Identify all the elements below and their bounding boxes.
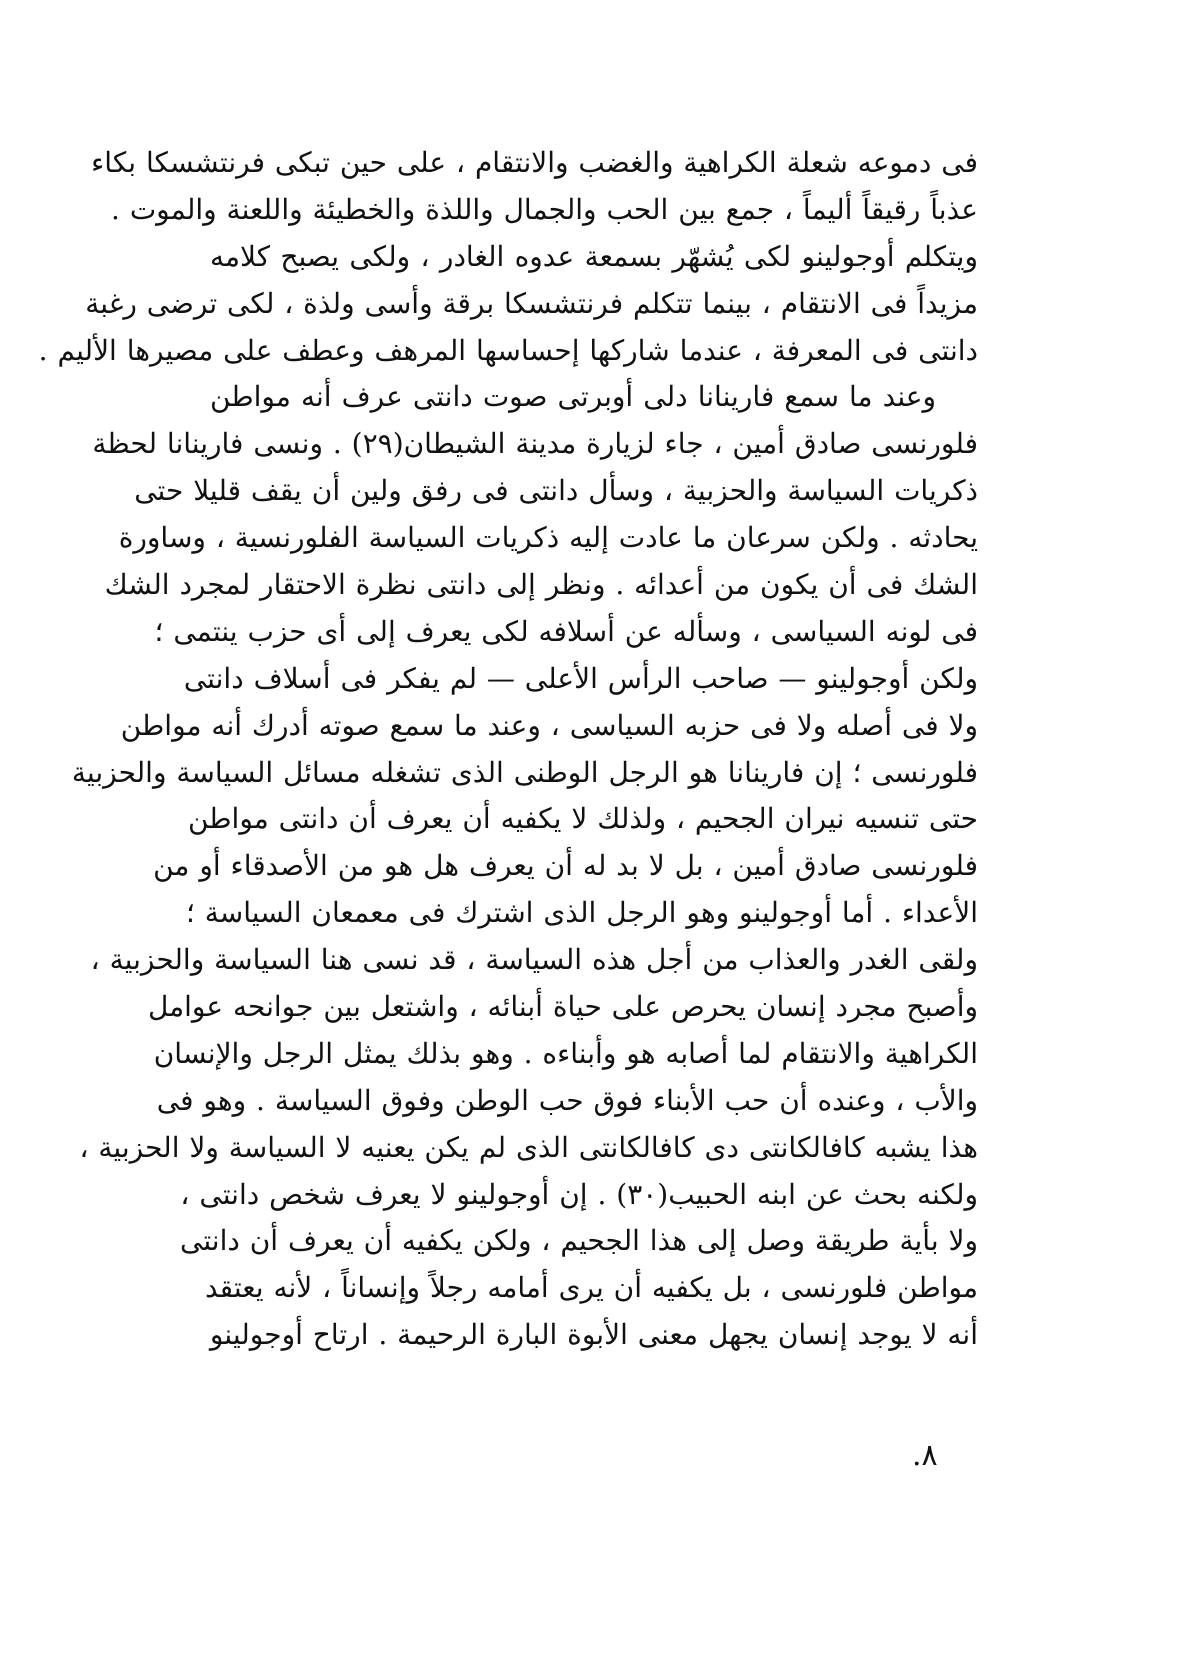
text-line: ولكن أوجولينو — صاحب الرأس الأعلى — لم يفكر فى أسلاف دانتى xyxy=(183,661,978,695)
text-line: مواطن فلورنسى ، بل يكفيه أن يرى أمامه رجلاً وإنساناً ، لأنه يعتقد xyxy=(204,1271,978,1305)
text-line: مزيداً فى الانتقام ، بينما تتكلم فرنتشسكا برقة وأسى ولذة ، لكى ترضى رغبة xyxy=(85,286,978,320)
body-text xyxy=(38,140,978,1359)
text-line: حتى تنسيه نيران الجحيم ، ولذلك لا يكفيه أن يعرف أن دانتى مواطن xyxy=(187,802,978,836)
text-line: الكراهية والانتقام لما أصابه هو وأبناءه . وهو بذلك يمثل الرجل والإنسان xyxy=(153,1036,978,1070)
paragraph-start-line: وعند ما سمع فارينانا دلى أوبرتى صوت دانتى عرف أنه مواطن xyxy=(210,380,936,414)
text-line: فلورنسى ؛ إن فارينانا هو الرجل الوطنى الذى تشغله مسائل السياسة والحزبية xyxy=(71,755,978,789)
text-line: ولا بأية طريقة وصل إلى هذا الجحيم ، ولكن يكفيه أن يعرف أن دانتى xyxy=(180,1224,978,1258)
page-number: ٨. xyxy=(912,1438,938,1473)
text-line: ولقى الغدر والعذاب من أجل هذه السياسة ، قد نسى هنا السياسة والحزبية ، xyxy=(90,943,978,977)
text-line: ذكريات السياسة والحزبية ، وسأل دانتى فى رفق ولين أن يقف قليلا حتى xyxy=(134,474,978,508)
text-line: ولكنه بحث عن ابنه الحبيب(٣٠) . إن أوجولينو لا يعرف شخص دانتى ، xyxy=(180,1177,978,1211)
text-line: الشك فى أن يكون من أعدائه . ونظر إلى دانتى نظرة الاحتقار لمجرد الشك xyxy=(104,568,978,602)
text-line: فلورنسى صادق أمين ، جاء لزيارة مدينة الشيطان(٢٩) . ونسى فارينانا لحظة xyxy=(92,427,978,461)
text-line: عذباً رقيقاً أليماً ، جمع بين الحب والجمال واللذة والخطيئة واللعنة والموت . xyxy=(111,192,978,226)
text-line: يحادثه . ولكن سرعان ما عادت إليه ذكريات السياسة الفلورنسية ، وساورة xyxy=(118,521,978,555)
text-line: فى دموعه شعلة الكراهية والغضب والانتقام ، على حين تبكى فرنتشسكا بكاء xyxy=(91,146,978,179)
text-line: أنه لا يوجد إنسان يجهل معنى الأبوة البارة الرحيمة . ارتاح أوجولينو xyxy=(209,1318,978,1352)
text-line: ويتكلم أوجولينو لكى يُشهّر بسمعة عدوه الغادر ، ولكى يصبح كلامه xyxy=(210,239,978,273)
text-line: فلورنسى صادق أمين ، بل لا بد له أن يعرف هل هو من الأصدقاء أو من xyxy=(153,849,978,883)
text-line: هذا يشبه كافالكانتى دى كافالكانتى الذى لم يكن يعنيه لا السياسة ولا الحزبية ، xyxy=(79,1130,978,1164)
text-line: الأعداء . أما أوجولينو وهو الرجل الذى اشترك فى معمعان السياسة ؛ xyxy=(185,896,978,930)
text-line: دانتى فى المعرفة ، عندما شاركها إحساسها المرهف وعطف على مصيرها الأليم . xyxy=(38,333,978,367)
text-line: ولا فى أصله ولا فى حزبه السياسى ، وعند ما سمع صوته أدرك أنه مواطن xyxy=(120,708,978,742)
text-line: فى لونه السياسى ، وسأله عن أسلافه لكى يعرف إلى أى حزب ينتمى ؛ xyxy=(154,614,978,648)
text-line: والأب ، وعنده أن حب الأبناء فوق حب الوطن وفوق السياسة . وهو فى xyxy=(156,1083,978,1117)
text-line: وأصبح مجرد إنسان يحرص على حياة أبنائه ، واشتعل بين جوانحه عوامل xyxy=(147,990,978,1024)
